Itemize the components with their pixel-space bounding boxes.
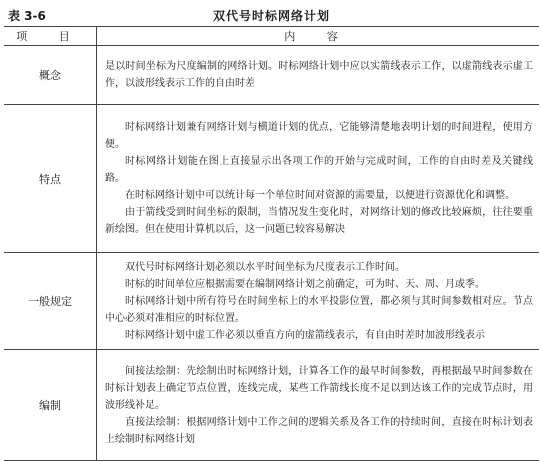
table-header-row [4, 27, 539, 46]
table-number: 表 3-6 [8, 9, 46, 23]
table-caption [4, 4, 539, 26]
row-item-label: 概念 [4, 46, 97, 105]
content-paragraph: 时标网络计划中虚工作必须以垂直方向的虚箭线表示，有自由时差时加波形线表示 [125, 329, 485, 341]
table-row [4, 46, 539, 105]
table-row [4, 350, 539, 461]
row-item-label: 一般规定 [4, 253, 97, 350]
row-content [97, 253, 540, 350]
table-row [4, 105, 539, 253]
row-item-label: 编制 [4, 350, 97, 461]
network-plan-table [4, 26, 539, 461]
content-paragraph: 双代号时标网络计划必须以水平时间坐标为尺度表示工作时间。 [125, 261, 405, 273]
row-content [97, 105, 540, 253]
row-content [97, 46, 540, 105]
content-paragraph: 时标网络计划中所有符号在时间坐标上的水平投影位置，都必须与其时间参数相对应。节点中心必须对准相应的时标位置。 [105, 295, 533, 324]
content-paragraph: 间接法绘制：先绘制出时标网络计划，计算各工作的最早时间参数，再根据最早时间参数在时标计划表上确定节点位置，连线完成，某些工作箭线长度不足以到达该工作的完成节点时，用波形线补足。 [105, 365, 533, 411]
header-item: 项 目 [4, 27, 97, 46]
content-paragraph: 直接法绘制：根据网络计划中工作之间的逻辑关系及各工作的持续时间，直接在时标计划表上绘制时标网络计划 [105, 416, 533, 445]
row-item-label: 特点 [4, 105, 97, 253]
content-paragraph: 是以时间坐标为尺度编制的网络计划。时标网络计划中应以实箭线表示工作，以虚箭线表示虚工作，以波形线表示工作的自由时差 [105, 61, 533, 89]
table-title: 双代号时标网络计划 [212, 9, 330, 23]
content-paragraph: 由于箭线受到时间坐标的限制，当情况发生变化时，对网络计划的修改比较麻烦，往往要重新绘图。但在使用计算机以后，这一问题已较容易解决 [105, 207, 533, 235]
content-paragraph: 时标的时间单位应根据需要在编制网络计划之前确定，可为时、天、周、月或季。 [125, 278, 485, 290]
content-paragraph: 时标网络计划兼有网络计划与横道计划的优点，它能够清楚地表明计划的时间进程，使用方便。 [105, 122, 533, 150]
table-row [4, 253, 539, 350]
content-paragraph: 在时标网络计划中可以统计每一个单位时间对资源的需要量，以便进行资源优化和调整。 [125, 190, 515, 201]
content-paragraph: 时标网络计划能在图上直接显示出各项工作的开始与完成时间，工作的自由时差及关键线路。 [105, 156, 533, 184]
row-content [97, 350, 540, 461]
header-content: 内 容 [97, 27, 540, 46]
